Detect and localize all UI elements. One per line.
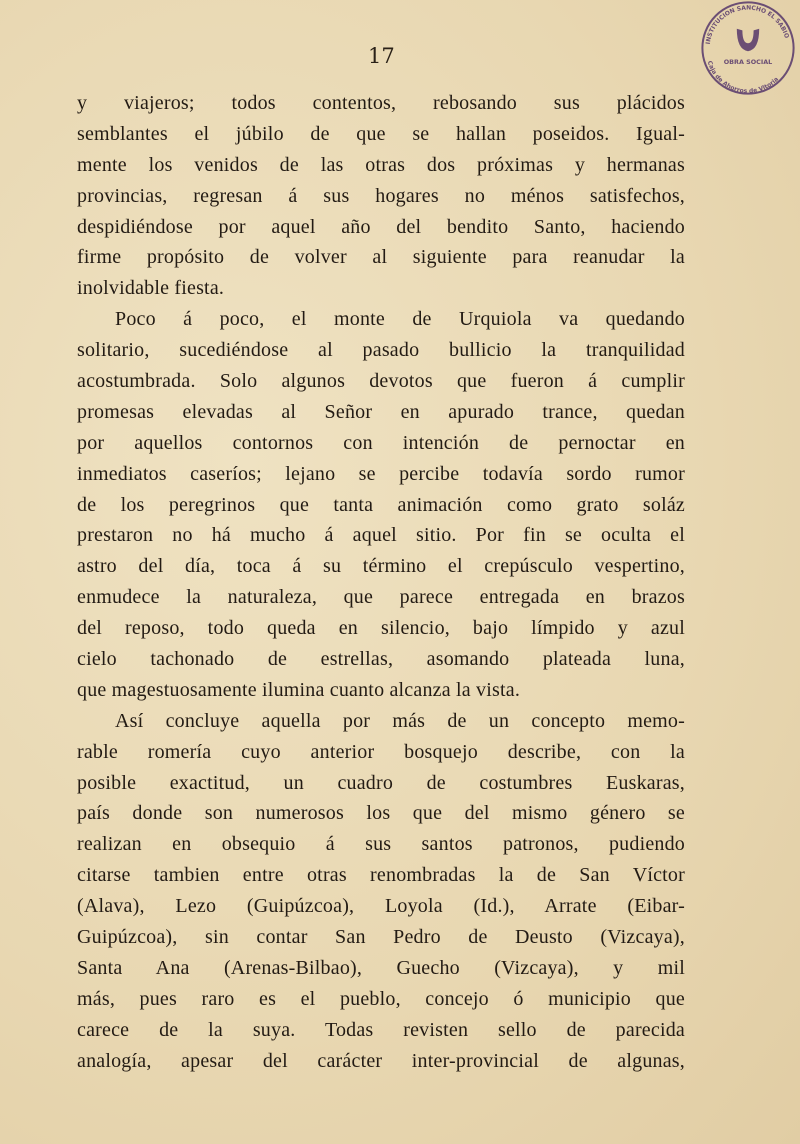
svg-text:INSTITUCION SANCHO EL SABIO: INSTITUCION SANCHO EL SABIO: [704, 4, 791, 45]
text-line: rable romería cuyo anterior bosquejo describe, con la: [77, 740, 685, 763]
text-line: provincias, regresan á sus hogares no ménos satisfechos,: [77, 184, 685, 207]
text-line: país donde son numerosos los que del mismo género se: [77, 802, 685, 825]
text-line: de los peregrinos que tanta animación como grato soláz: [77, 493, 685, 516]
body-text: [77, 88, 685, 1077]
text-line: despidiéndose por aquel año del bendito Santo, haciendo: [77, 215, 685, 238]
text-line: prestaron no há mucho á aquel sitio. Por fin se oculta el: [77, 524, 685, 547]
text-line: astro del día, toca á su término el crepúsculo vespertino,: [77, 555, 685, 578]
library-stamp: [700, 0, 796, 96]
text-line: más, pues raro es el pueblo, concejo ó municipio que: [77, 987, 685, 1010]
text-line: analogía, apesar del carácter inter-provincial de algunas,: [77, 1049, 685, 1072]
text-line: Poco á poco, el monte de Urquiola va quedando: [115, 308, 685, 331]
svg-text:Caja de Ahorros de Vitoria: Caja de Ahorros de Vitoria: [705, 60, 781, 95]
text-line: promesas elevadas al Señor en apurado trance, quedan: [77, 400, 685, 423]
text-line: Santa Ana (Arenas-Bilbao), Guecho (Vizcaya), y mil: [77, 956, 685, 979]
page-number: 17: [368, 44, 395, 68]
text-line: semblantes el júbilo de que se hallan poseidos. Igual-: [77, 122, 685, 145]
text-line: del reposo, todo queda en silencio, bajo límpido y azul: [77, 617, 685, 640]
text-line: enmudece la naturaleza, que parece entregada en brazos: [77, 586, 685, 609]
text-line: mente los venidos de las otras dos próximas y hermanas: [77, 153, 685, 176]
text-line: firme propósito de volver al siguiente para reanudar la: [77, 246, 685, 269]
text-line: inmediatos caseríos; lejano se percibe todavía sordo rumor: [77, 462, 685, 485]
text-line: Así concluye aquella por más de un concepto memo-: [115, 709, 685, 732]
text-line: Guipúzcoa), sin contar San Pedro de Deusto (Vizcaya),: [77, 926, 685, 949]
text-line: carece de la suya. Todas revisten sello de parecida: [77, 1018, 685, 1041]
text-line: inolvidable fiesta.: [77, 277, 225, 300]
svg-text:OBRA SOCIAL: OBRA SOCIAL: [723, 58, 773, 66]
text-line: y viajeros; todos contentos, rebosando sus plácidos: [77, 92, 685, 114]
text-line: (Alava), Lezo (Guipúzcoa), Loyola (Id.), Arrate (Eibar-: [77, 895, 685, 918]
text-line: cielo tachonado de estrellas, asomando plateada luna,: [77, 648, 685, 671]
text-line: por aquellos contornos con intención de pernoctar en: [77, 431, 685, 454]
text-line: acostumbrada. Solo algunos devotos que fueron á cumplir: [77, 370, 685, 393]
text-line: que magestuosamente ilumina cuanto alcanza la vista.: [77, 678, 521, 701]
text-line: realizan en obsequio á sus santos patronos, pudiendo: [77, 833, 685, 856]
text-line: citarse tambien entre otras renombradas la de San Víctor: [77, 864, 685, 887]
text-line: posible exactitud, un cuadro de costumbres Euskaras,: [77, 771, 685, 794]
text-line: solitario, sucediéndose al pasado bullicio la tranquilidad: [77, 339, 685, 362]
